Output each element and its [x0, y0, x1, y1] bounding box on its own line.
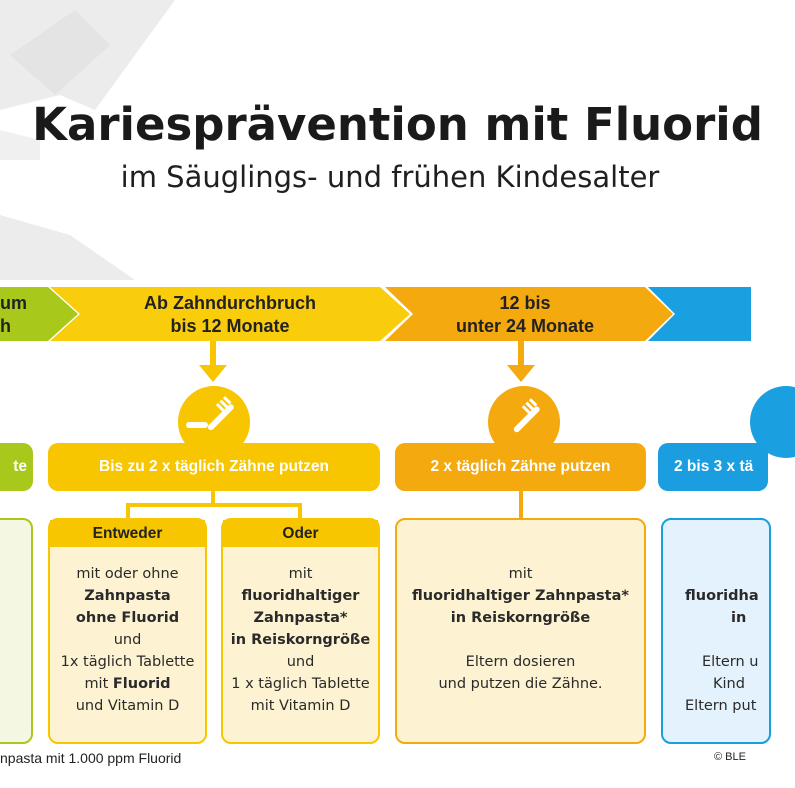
- text-line: ohne Fluorid: [75, 610, 180, 626]
- routine-pill-4: 2 bis 3 x tä: [658, 443, 768, 491]
- text-line: Kind: [713, 676, 745, 692]
- timeline-label-2: Ab Zahndurchbruch bis 12 Monate: [144, 293, 316, 336]
- option-box-green: [0, 518, 33, 744]
- text-line: mit: [84, 676, 109, 692]
- timeline-label-3: 12 bis unter 24 Monate: [455, 293, 595, 336]
- text-line: fluoridhaltiger: [241, 588, 360, 604]
- text-line: Eltern dosieren: [465, 654, 576, 670]
- text-line: Eltern u: [702, 654, 759, 670]
- text-line: in Reiskorngröße: [450, 610, 591, 626]
- page-subtitle: im Säuglings- und frühen Kindesalter: [120, 160, 660, 194]
- routine-pill-2: Bis zu 2 x täglich Zähne putzen: [48, 443, 380, 491]
- text-line: mit oder ohne: [76, 566, 179, 582]
- option-box-older: [661, 518, 771, 744]
- text-line: Zahnpasta: [84, 588, 171, 604]
- text-line: Zahnpasta*: [253, 610, 348, 626]
- option-box-or: [221, 518, 380, 744]
- text-line: 1 x täglich Tablette: [231, 676, 370, 692]
- text-line: mit: [508, 566, 533, 582]
- text-line: fluoridhaltiger Zahnpasta*: [412, 588, 629, 604]
- footnote: npasta mit 1.000 ppm Fluorid: [0, 750, 182, 766]
- text-line: in: [731, 610, 747, 626]
- option-box-toddler: [395, 518, 646, 744]
- text-line: Eltern put: [685, 698, 757, 714]
- routine-pill-1: te: [0, 443, 33, 491]
- text-line: 1x täglich Tablette: [60, 654, 195, 670]
- page-title: Kariesprävention mit Fluorid: [32, 98, 763, 151]
- routine-pill-3: 2 x täglich Zähne putzen: [395, 443, 646, 491]
- text-line: und: [113, 632, 142, 648]
- text-line: und: [286, 654, 315, 670]
- option-box-either: [48, 518, 207, 744]
- text-line: und Vitamin D: [75, 698, 180, 714]
- text-line: mit Vitamin D: [250, 698, 351, 714]
- option-either-label: Entweder: [50, 520, 205, 547]
- copyright: © BLE: [714, 751, 746, 763]
- text-line: mit: [288, 566, 313, 582]
- text-line: und putzen die Zähne.: [438, 676, 603, 692]
- timeline-label-1: um h: [0, 293, 27, 336]
- text-line: fluoridha: [685, 588, 759, 604]
- text-line: in Reiskorngröße: [230, 632, 371, 648]
- option-or-label: Oder: [223, 520, 378, 547]
- text-line: Fluorid: [112, 676, 171, 692]
